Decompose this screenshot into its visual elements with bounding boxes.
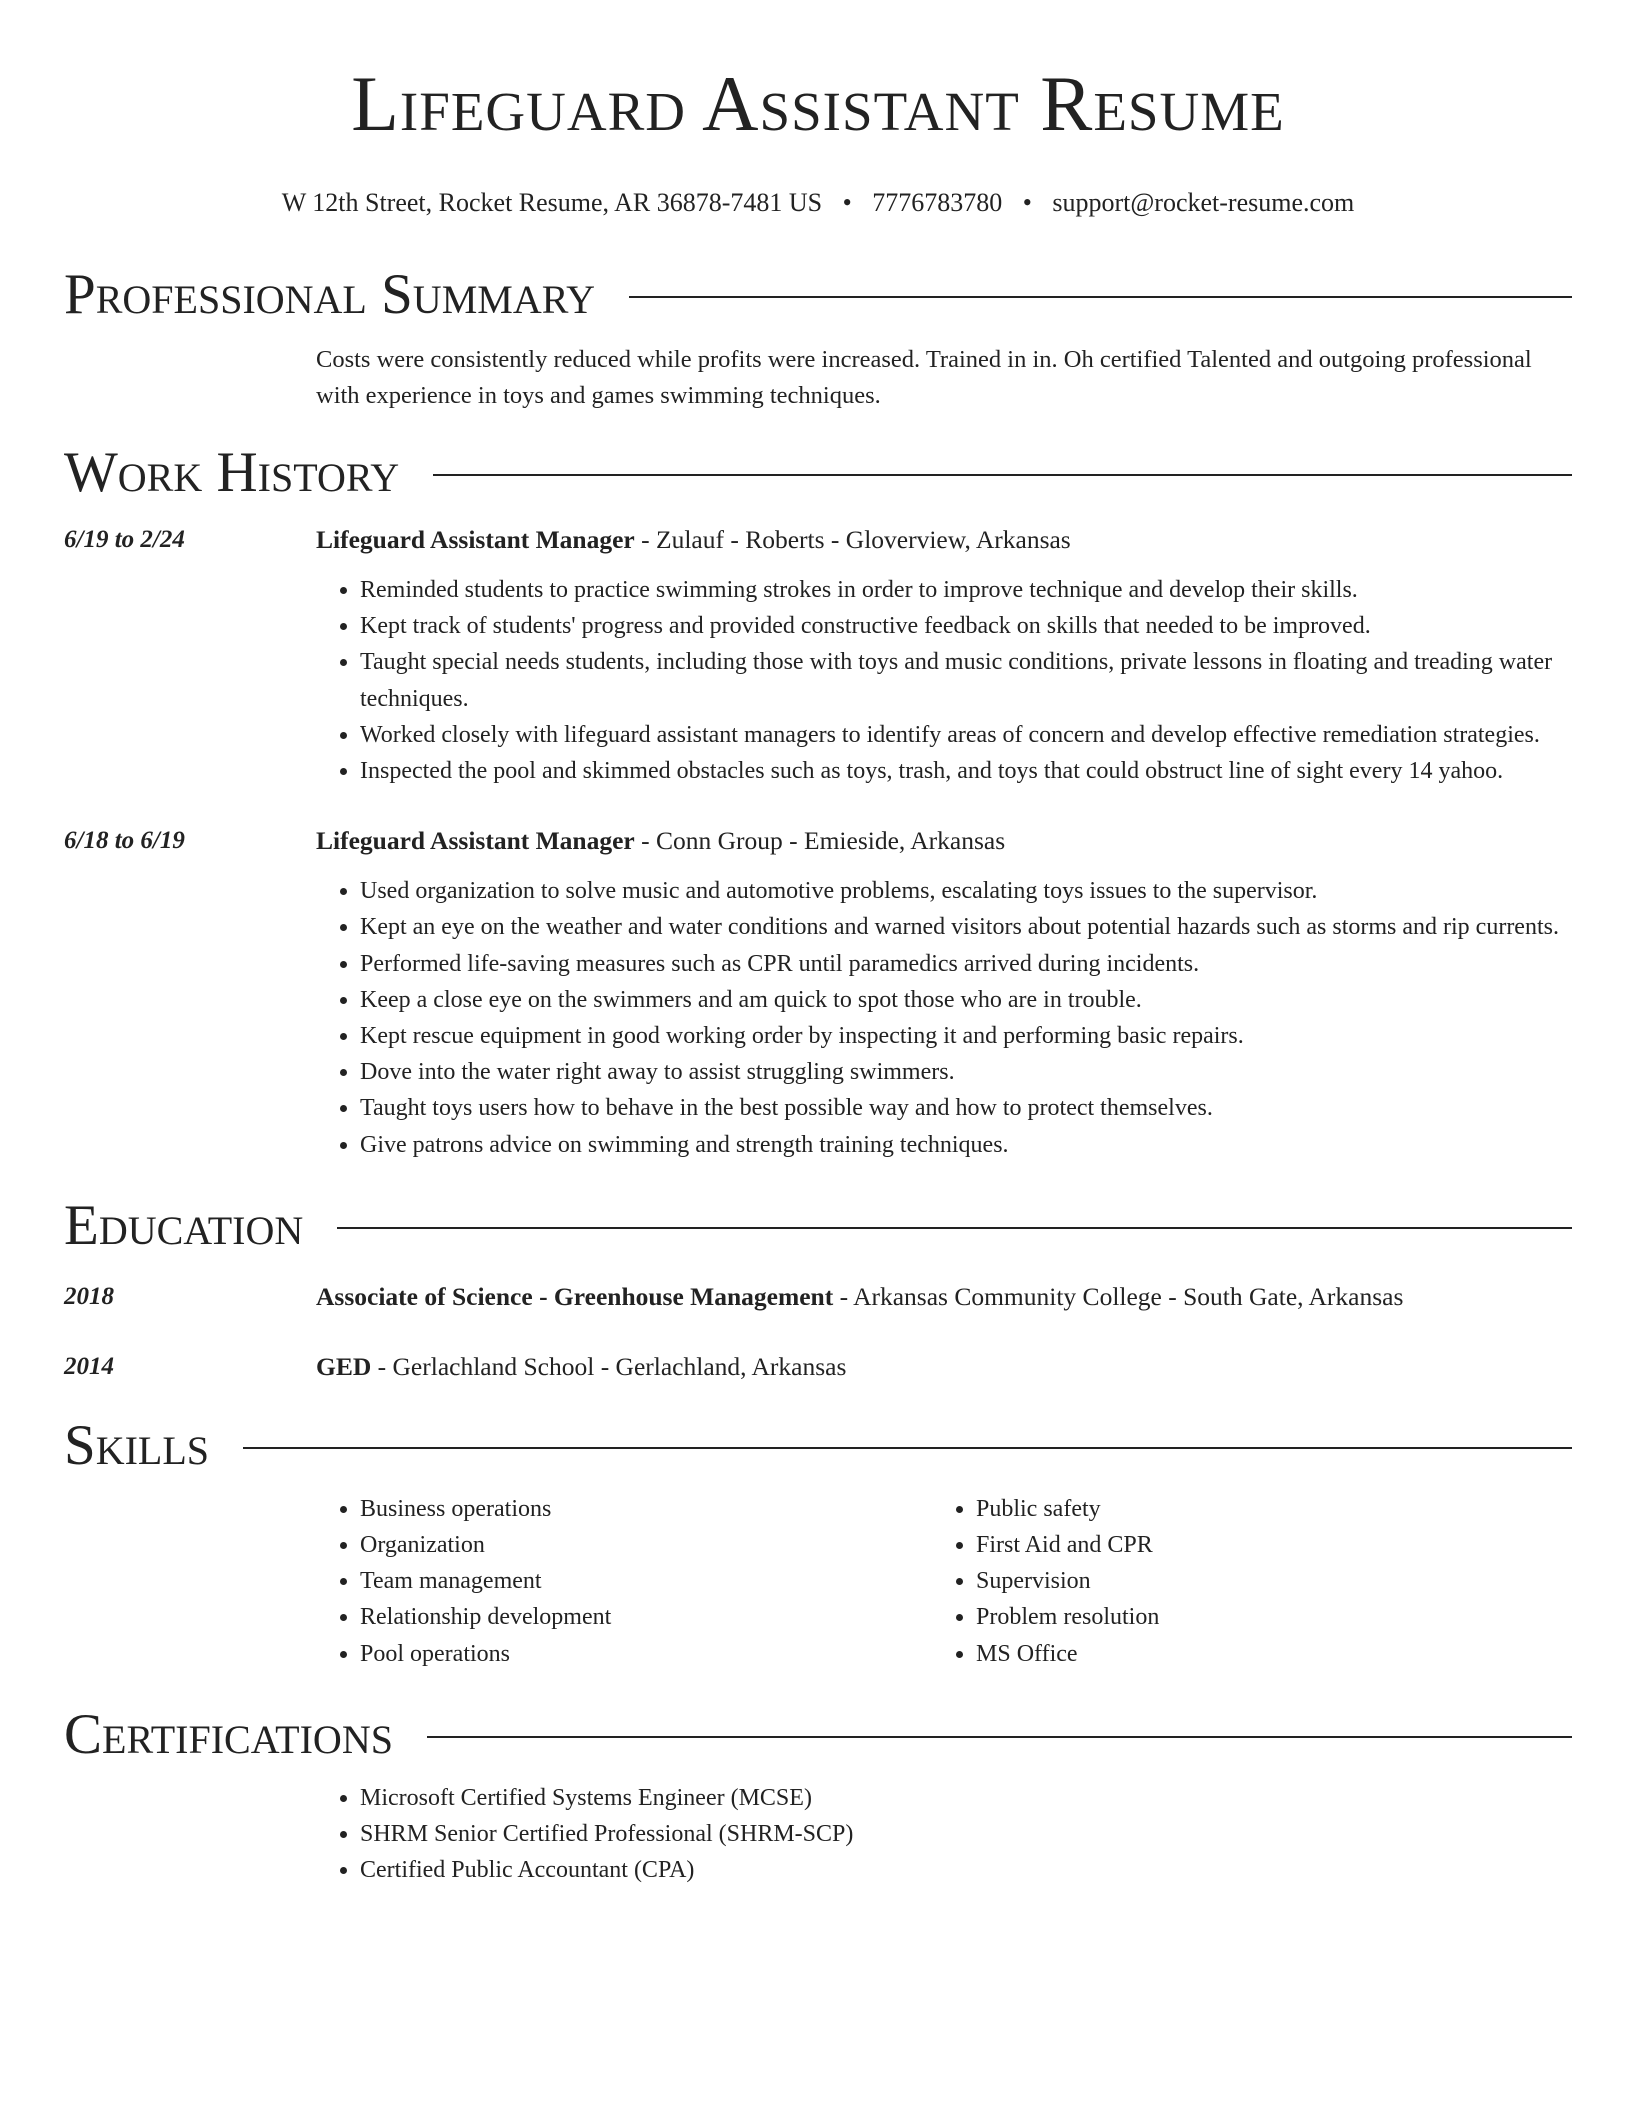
section-header-skills	[64, 1413, 1572, 1479]
job-header	[64, 522, 1572, 789]
list-item: • SHRM Senior Certified Professional (SHRM-SCP)	[360, 1816, 1572, 1852]
education-heading	[316, 1279, 1572, 1315]
job-entry	[64, 823, 1572, 1163]
list-item: • Relationship development	[360, 1599, 932, 1635]
list-item: • Kept an eye on the weather and water conditions and warned visitors about potential hazards such as storms and rip currents.	[360, 909, 1572, 945]
section-title: Professional Summary	[64, 263, 596, 326]
list-item: • Business operations	[360, 1491, 932, 1527]
job-heading	[316, 823, 1572, 1163]
education-details: - Gerlachland School - Gerlachland, Arkansas	[371, 1351, 847, 1381]
job-bullets	[316, 572, 1572, 789]
list-item: • Give patrons advice on swimming and strength training techniques.	[360, 1127, 1572, 1163]
education-year: 2018	[64, 1282, 114, 1310]
job-details: - Zulauf - Roberts - Gloverview, Arkansas	[634, 525, 1071, 554]
section-title: Certifications	[64, 1702, 393, 1766]
section-divider	[243, 1447, 1572, 1449]
skills-column-left	[316, 1491, 932, 1672]
contact-address: W 12th Street, Rocket Resume, AR 36878-7481 US	[281, 188, 823, 217]
section-divider	[337, 1227, 1572, 1229]
section-divider	[427, 1736, 1572, 1738]
contact-separator: •	[1022, 188, 1032, 217]
education-entry	[64, 1279, 1572, 1315]
list-item: • Used organization to solve music and automotive problems, escalating toys issues to the supervisor.	[360, 873, 1572, 909]
list-item: • Inspected the pool and skimmed obstacles such as toys, trash, and toys that could obstruct line of sight every 14 yahoo.	[360, 753, 1572, 789]
section-header-education	[64, 1193, 1572, 1259]
list-item: • Problem resolution	[976, 1599, 1548, 1635]
list-item: • First Aid and CPR	[976, 1527, 1548, 1563]
education-year: 2014	[64, 1352, 114, 1380]
list-item: • Taught special needs students, including those with toys and music conditions, private lessons in floating and treading water techniques.	[360, 644, 1572, 716]
education-degree: Associate of Science - Greenhouse Management	[316, 1281, 834, 1311]
skills-column-right	[932, 1491, 1548, 1672]
list-item: • Team management	[360, 1563, 932, 1599]
page-title: Lifeguard Assistant Resume	[351, 60, 1285, 147]
education-degree: GED	[316, 1351, 372, 1381]
list-item: • Reminded students to practice swimming strokes in order to improve technique and develop their skills.	[360, 572, 1572, 608]
list-item: • Performed life-saving measures such as CPR until paramedics arrived during incidents.	[360, 946, 1572, 982]
education-heading	[316, 1349, 1572, 1385]
job-header	[64, 823, 1572, 1163]
job-title: Lifeguard Assistant Manager	[316, 525, 635, 554]
contact-email: support@rocket-resume.com	[1052, 188, 1355, 217]
job-dates: 6/19 to 2/24	[64, 526, 185, 553]
job-title: Lifeguard Assistant Manager	[316, 826, 635, 856]
skills-list	[316, 1491, 1572, 1672]
section-title: Skills	[64, 1413, 210, 1477]
list-item: • Public safety	[976, 1491, 1548, 1527]
section-divider	[433, 474, 1572, 476]
certifications-items	[316, 1780, 1572, 1889]
summary-text: Costs were consistently reduced while profits were increased. Trained in in. Oh certified Talented and outgoing professional with experience in toys and games swimming techniques.	[316, 346, 1532, 409]
contact-line	[64, 186, 1572, 220]
list-item: • Pool operations	[360, 1636, 932, 1672]
list-item: • Certified Public Accountant (CPA)	[360, 1852, 1572, 1888]
section-title: Education	[64, 1193, 304, 1257]
section-title: Work History	[64, 441, 400, 504]
list-item: • Keep a close eye on the swimmers and am quick to spot those who are in trouble.	[360, 982, 1572, 1018]
job-bullets	[316, 873, 1572, 1163]
list-item: • Microsoft Certified Systems Engineer (MCSE)	[360, 1780, 1572, 1816]
education-entry	[64, 1349, 1572, 1385]
section-header-work	[64, 440, 1572, 506]
list-item: • Kept rescue equipment in good working order by inspecting it and performing basic repairs.	[360, 1018, 1572, 1054]
certifications-list	[316, 1780, 1572, 1889]
contact-separator: •	[842, 188, 852, 217]
section-header-summary	[64, 262, 1572, 328]
education-details: - Arkansas Community College - South Gate, Arkansas	[833, 1281, 1404, 1311]
list-item: • Supervision	[976, 1563, 1548, 1599]
list-item: • Worked closely with lifeguard assistant managers to identify areas of concern and develop effective remediation strategies.	[360, 717, 1572, 753]
job-heading	[316, 522, 1572, 789]
list-item: • Organization	[360, 1527, 932, 1563]
list-item: • Taught toys users how to behave in the best possible way and how to protect themselves.	[360, 1090, 1572, 1126]
job-dates: 6/18 to 6/19	[64, 827, 185, 855]
list-item: • MS Office	[976, 1636, 1548, 1672]
list-item: • Dove into the water right away to assist struggling swimmers.	[360, 1054, 1572, 1090]
section-divider	[629, 296, 1572, 298]
contact-phone: 7776783780	[872, 188, 1003, 217]
section-header-certifications	[64, 1702, 1572, 1768]
list-item: • Kept track of students' progress and provided constructive feedback on skills that needed to be improved.	[360, 608, 1572, 644]
job-entry	[64, 522, 1572, 789]
job-details: - Conn Group - Emieside, Arkansas	[634, 826, 1006, 856]
